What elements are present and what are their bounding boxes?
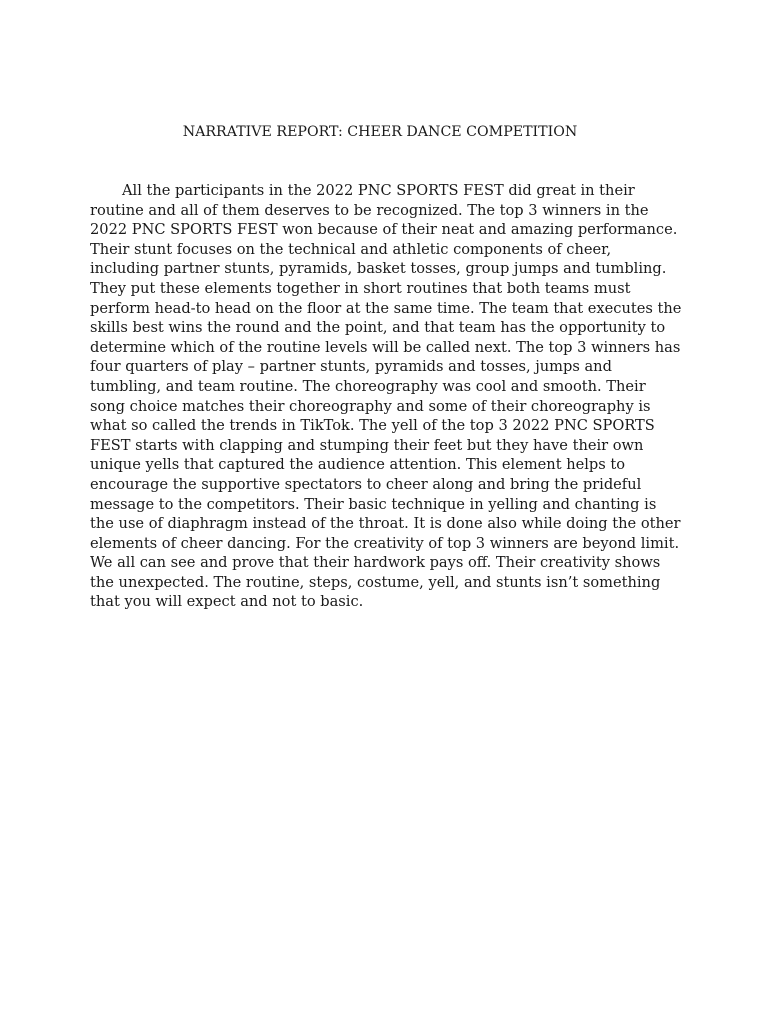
body-paragraph xyxy=(90,181,690,612)
paragraph-line: perform head-to head on the floor at the same time. The team that executes the xyxy=(90,299,682,317)
paragraph-line: elements of cheer dancing. For the creativity of top 3 winners are beyond limit. xyxy=(90,534,680,552)
paragraph-line: four quarters of play – partner stunts, pyramids and tosses, jumps and xyxy=(90,358,612,376)
paragraph-line: FEST starts with clapping and stumping their feet but they have their own xyxy=(90,436,644,454)
paragraph-line: song choice matches their choreography and some of their choreography is xyxy=(90,397,651,415)
paragraph-line: routine and all of them deserves to be recognized. The top 3 winners in the xyxy=(90,201,649,219)
paragraph-line: encourage the supportive spectators to cheer along and bring the prideful xyxy=(90,475,642,493)
paragraph-line: the use of diaphragm instead of the throat. It is done also while doing the other xyxy=(90,515,681,533)
paragraph-line: Their stunt focuses on the technical and athletic components of cheer, xyxy=(90,240,612,258)
paragraph-line: tumbling, and team routine. The choreography was cool and smooth. Their xyxy=(90,377,646,395)
paragraph-line: skills best wins the round and the point, and that team has the opportunity to xyxy=(90,319,666,337)
paragraph-line: including partner stunts, pyramids, basket tosses, group jumps and tumbling. xyxy=(90,260,667,278)
document-title: NARRATIVE REPORT: CHEER DANCE COMPETITION xyxy=(182,124,578,140)
paragraph-line: They put these elements together in short routines that both teams must xyxy=(90,279,631,297)
paragraph-line: what so called the trends in TikTok. The yell of the top 3 2022 PNC SPORTS xyxy=(90,417,655,435)
paragraph-line: the unexpected. The routine, steps, costume, yell, and stunts isn’t something xyxy=(90,573,661,591)
paragraph-line: All the participants in the 2022 PNC SPORTS FEST did great in their xyxy=(122,182,635,199)
paragraph-line: determine which of the routine levels will be called next. The top 3 winners has xyxy=(90,338,681,356)
paragraph-line: unique yells that captured the audience attention. This element helps to xyxy=(90,456,626,474)
paragraph-line: that you will expect and not to basic. xyxy=(90,593,364,611)
paragraph-line: message to the competitors. Their basic technique in yelling and chanting is xyxy=(90,495,657,513)
paragraph-line: 2022 PNC SPORTS FEST won because of their neat and amazing performance. xyxy=(90,221,678,239)
paragraph-line: We all can see and prove that their hardwork pays off. Their creativity shows xyxy=(90,554,661,572)
